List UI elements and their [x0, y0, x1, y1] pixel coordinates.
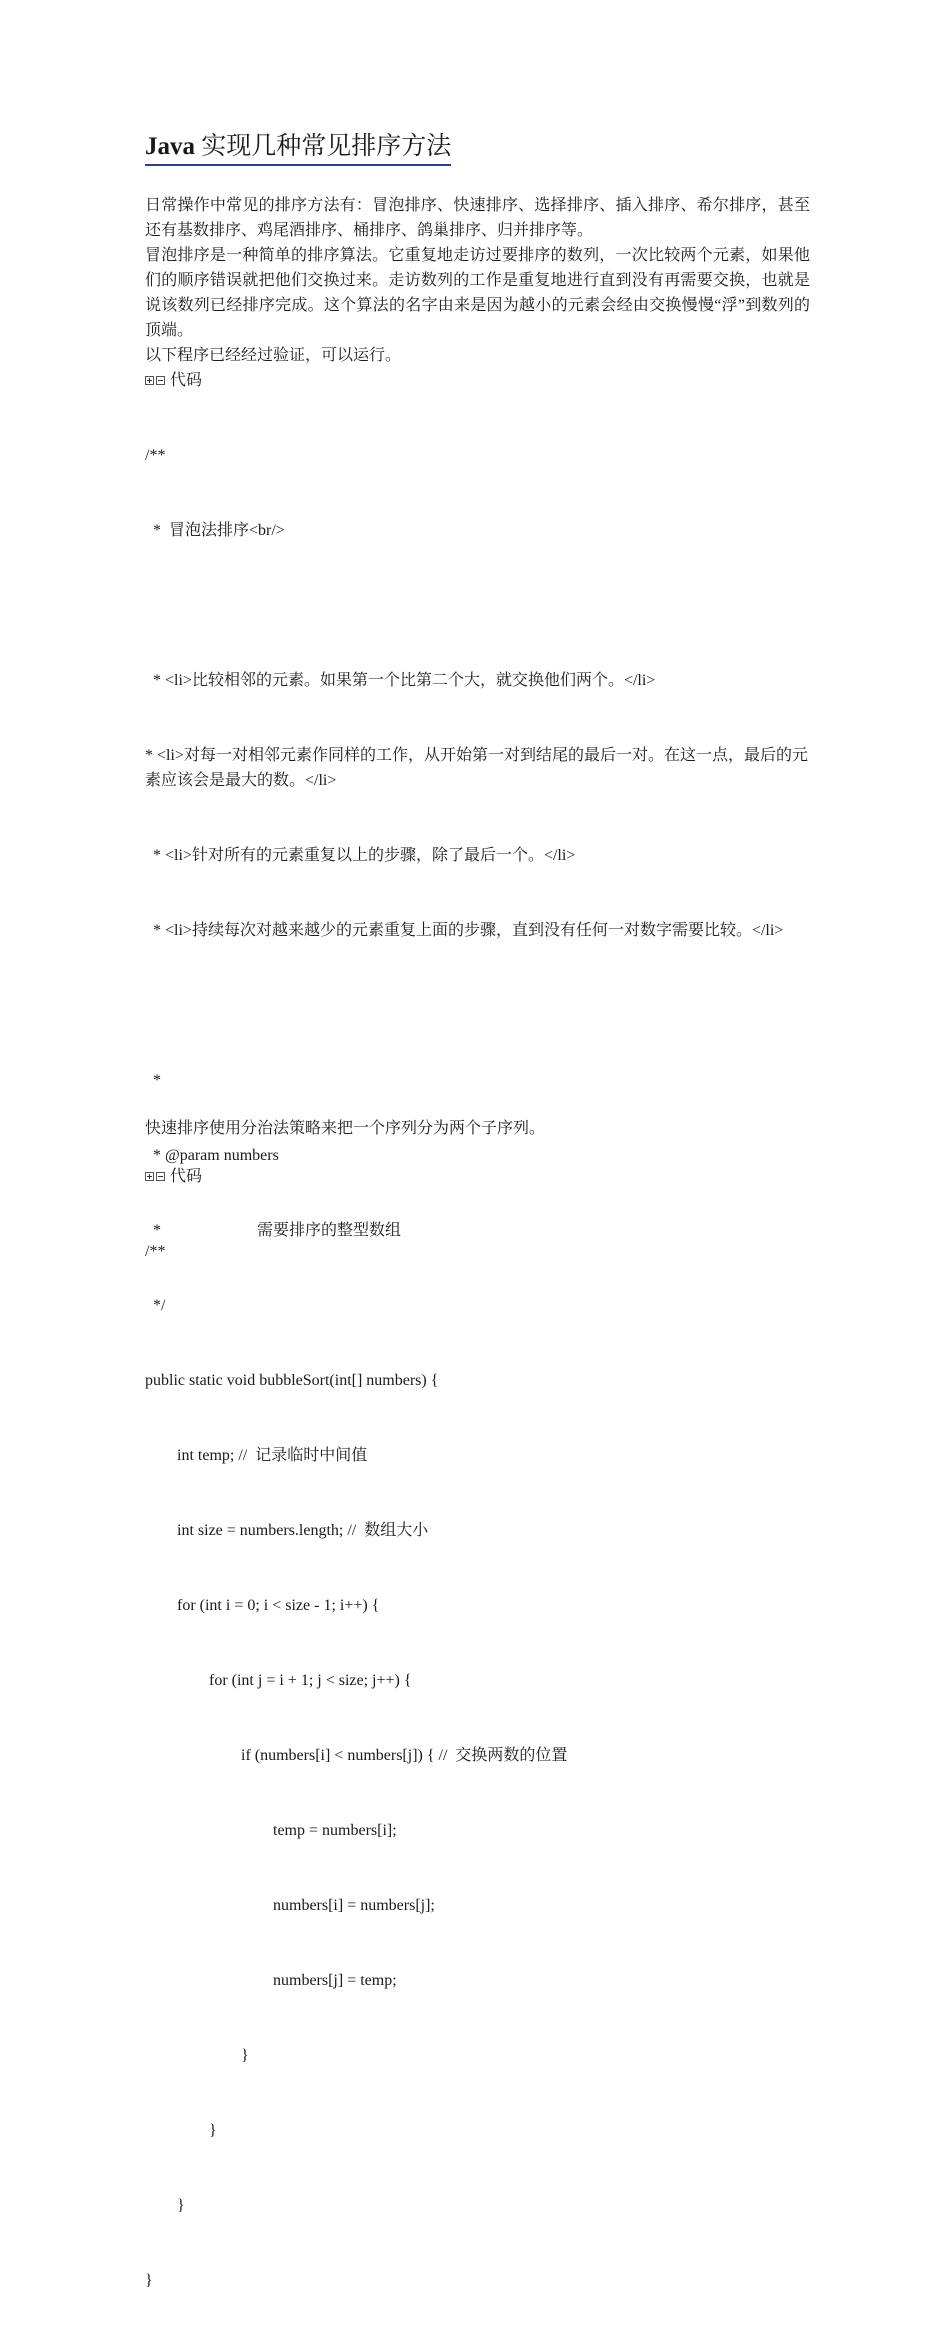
page-title-rest: 实现几种常见排序方法: [195, 133, 452, 160]
code-line: * @param numbers: [145, 1147, 279, 1164]
code-line: numbers[j] = temp;: [145, 1972, 397, 1989]
code-line: }: [145, 2197, 185, 2214]
code-block-quick-sort: [145, 1189, 815, 1314]
bubble-sort-description: 冒泡排序是一种简单的排序算法。它重复地走访过要排序的数列，一次比较两个元素，如果他们的顺序错误就把他们交换过来。走访数列的工作是重复地进行直到没有再需要交换，也就是说该数列已经排序完成。这个算法的名字由来是因为越小的元素会经由交换慢慢“浮”到数列的顶端。: [145, 247, 810, 339]
code-line: int size = numbers.length; // 数组大小: [145, 1522, 429, 1539]
intro-paragraph: 日常操作中常见的排序方法有：冒泡排序、快速排序、选择排序、插入排序、希尔排序，甚至还有基数排序、鸡尾酒排序、桶排序、鸽巢排序、归并排序等。: [145, 197, 810, 239]
code-line: numbers[i] = numbers[j];: [145, 1897, 435, 1914]
page-title: [145, 130, 451, 166]
code-line: * 需要排序的整型数组: [145, 1222, 402, 1239]
quick-sort-description: 快速排序使用分治法策略来把一个序列分为两个子序列。: [145, 1120, 546, 1137]
code-toggle-2[interactable]: [145, 1164, 202, 1189]
code-line: for (int j = i + 1; j < size; j++) {: [145, 1672, 412, 1689]
code-line: * <li>持续每次对越来越少的元素重复上面的步骤，直到没有任何一对数字需要比较。</li>: [145, 922, 784, 939]
code-toggle-1[interactable]: [145, 368, 202, 393]
page-title-java: Java: [145, 133, 195, 160]
collapse-minus-icon[interactable]: [156, 376, 165, 385]
code-line: public static void bubbleSort(int[] numbers) {: [145, 1372, 439, 1389]
code-line: [145, 593, 815, 618]
code-line: * <li>对每一对相邻元素作同样的工作，从开始第一对到结尾的最后一对。在这一点，最后的元素应该会是最大的数。</li>: [145, 747, 808, 789]
code-line: /**: [145, 1243, 166, 1260]
expand-plus-icon[interactable]: [145, 376, 154, 385]
code-line: }: [145, 2122, 217, 2139]
code-toggle-label: 代码: [170, 372, 203, 389]
code-line: int temp; // 记录临时中间值: [145, 1447, 368, 1464]
code-block-bubble-sort: [145, 393, 815, 2343]
code-line: for (int i = 0; i < size - 1; i++) {: [145, 1597, 380, 1614]
code-line: *: [145, 1072, 161, 1089]
verified-note: 以下程序已经经过验证，可以运行。: [145, 347, 402, 364]
code-line: }: [145, 2272, 153, 2289]
code-line: * <li>针对所有的元素重复以上的步骤，除了最后一个。</li>: [145, 847, 576, 864]
code-line: */: [145, 1297, 166, 1314]
code-toggle-label: 代码: [170, 1168, 203, 1185]
code-line: [145, 993, 815, 1018]
expand-plus-icon[interactable]: [145, 1172, 154, 1181]
collapse-minus-icon[interactable]: [156, 1172, 165, 1181]
code-line: temp = numbers[i];: [145, 1822, 397, 1839]
code-line: * 冒泡法排序<br/>: [145, 522, 285, 539]
code-line: * <li>比较相邻的元素。如果第一个比第二个大，就交换他们两个。</li>: [145, 672, 656, 689]
code-line: }: [145, 2047, 249, 2064]
code-line: /**: [145, 447, 166, 464]
code-line: if (numbers[i] < numbers[j]) { // 交换两数的位置: [145, 1747, 568, 1764]
